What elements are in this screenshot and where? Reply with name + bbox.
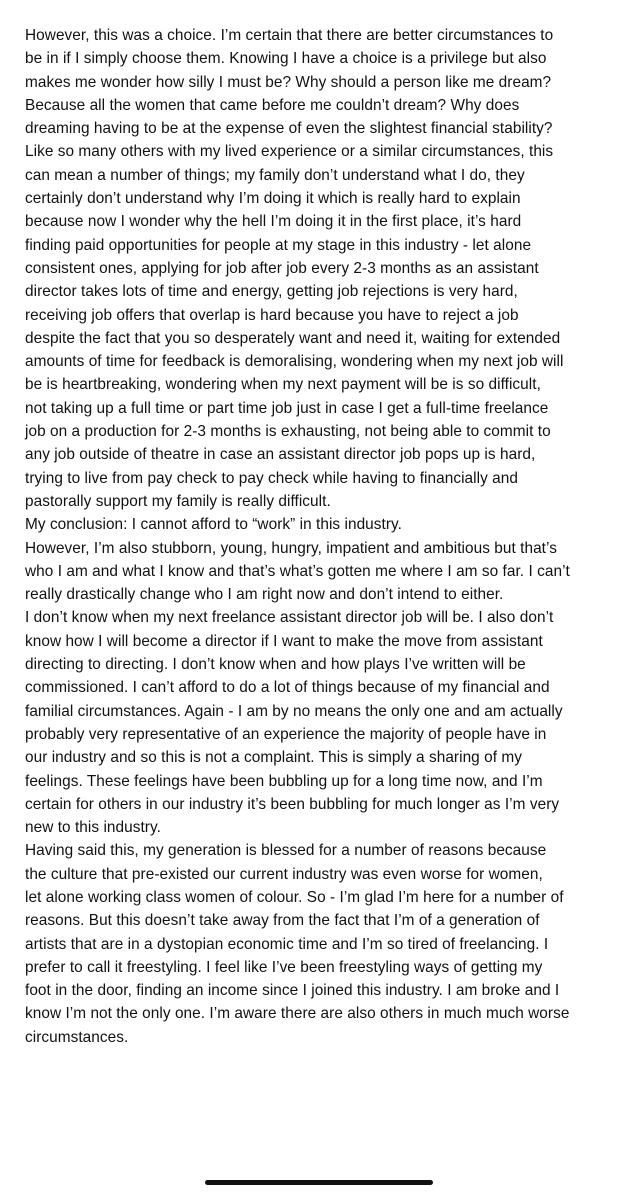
text-line: familial circumstances. Again - I am by no means the only one and am actually: [25, 702, 563, 720]
paragraph: [25, 24, 633, 140]
text-line: However, this was a choice. I’m certain that there are better circumstances to: [25, 27, 554, 44]
text-line: artists that are in a dystopian economic time and I’m so tired of freelancing. I: [25, 935, 549, 953]
document-body: [25, 24, 633, 1049]
text-line: feelings. These feelings have been bubbling up for a long time now, and I’m: [25, 772, 543, 790]
text-line: certainly don’t understand why I’m doing it which is really hard to explain: [25, 190, 521, 208]
text-line: the culture that pre-existed our current industry was even worse for women,: [25, 865, 543, 883]
text-line: finding paid opportunities for people at my stage in this industry - let alone: [25, 236, 532, 254]
text-line: reasons. But this doesn’t take away from the fact that I’m of a generation of: [25, 912, 540, 930]
text-line: really drastically change who I am right now and don’t intend to either.: [25, 586, 504, 604]
text-line: foot in the door, finding an income since I joined this industry. I am broke and I: [25, 982, 560, 1000]
text-line: dreaming having to be at the expense of even the slightest financial stability?: [25, 120, 553, 138]
text-line: commissioned. I can’t afford to do a lot of things because of my financial and: [25, 679, 550, 697]
text-line: I don’t know when my next freelance assistant director job will be. I also don’t: [25, 609, 554, 627]
text-line: be is heartbreaking, wondering when my next payment will be is so difficult,: [25, 376, 541, 394]
paragraph: [25, 606, 633, 839]
text-line: not taking up a full time or part time job just in case I get a full-time freelance: [25, 399, 549, 417]
paragraph: [25, 140, 633, 513]
text-line: certain for others in our industry it’s been bubbling for much longer as I’m very: [25, 795, 560, 813]
text-line: amounts of time for feedback is demoralising, wondering when my next job will: [25, 353, 564, 371]
paragraph: [25, 513, 633, 536]
text-line: can mean a number of things; my family don’t understand what I do, they: [25, 166, 525, 184]
text-line: know I’m not the only one. I’m aware there are also others in much much worse: [25, 1005, 570, 1023]
text-line: any job outside of theatre in case an assistant director job pops up is hard,: [25, 446, 536, 464]
text-line: Because all the women that came before me couldn’t dream? Why does: [25, 96, 520, 114]
text-line: Having said this, my generation is blessed for a number of reasons because: [25, 842, 547, 860]
text-line: be in if I simply choose them. Knowing I have a choice is a privilege but also: [25, 50, 547, 68]
text-line: prefer to call it freestyling. I feel like I’ve been freestyling ways of getting my: [25, 958, 543, 976]
text-line: circumstances.: [25, 1028, 129, 1046]
text-line: because now I wonder why the hell I’m doing it in the first place, it’s hard: [25, 213, 522, 231]
text-line: directing to directing. I don’t know when and how plays I’ve written will be: [25, 656, 526, 674]
text-line: consistent ones, applying for job after job every 2-3 months as an assistant: [25, 259, 539, 277]
text-line: My conclusion: I cannot afford to “work” in this industry.: [25, 516, 402, 534]
text-line: new to this industry.: [25, 819, 161, 837]
text-line: our industry and so this is not a complaint. This is simply a sharing of my: [25, 749, 523, 767]
text-line: receiving job offers that overlap is hard because you have to reject a job: [25, 306, 519, 324]
paragraph: [25, 839, 633, 1049]
text-line: makes me wonder how silly I must be? Why should a person like me dream?: [25, 73, 552, 91]
text-line: probably very representative of an experience the majority of people have in: [25, 725, 547, 743]
paragraph: [25, 537, 633, 607]
text-line: job on a production for 2-3 months is exhausting, not being able to commit to: [25, 423, 551, 441]
text-line: pastorally support my family is really difficult.: [25, 492, 331, 510]
text-line: Like so many others with my lived experience or a similar circumstances, this: [25, 143, 554, 161]
text-line: who I am and what I know and that’s what’s gotten me where I am so far. I can’t: [25, 562, 570, 580]
text-line: trying to live from pay check to pay check while having to financially and: [25, 469, 519, 487]
text-line: know how I will become a director if I want to make the move from assistant: [25, 632, 543, 650]
text-line: However, I’m also stubborn, young, hungry, impatient and ambitious but that’s: [25, 539, 557, 557]
home-indicator[interactable]: [205, 1180, 433, 1185]
text-line: despite the fact that you so desperately want and need it, waiting for extended: [25, 329, 561, 347]
text-line: director takes lots of time and energy, getting job rejections is very hard,: [25, 283, 518, 301]
text-line: let alone working class women of colour. So - I’m glad I’m here for a number of: [25, 888, 564, 906]
